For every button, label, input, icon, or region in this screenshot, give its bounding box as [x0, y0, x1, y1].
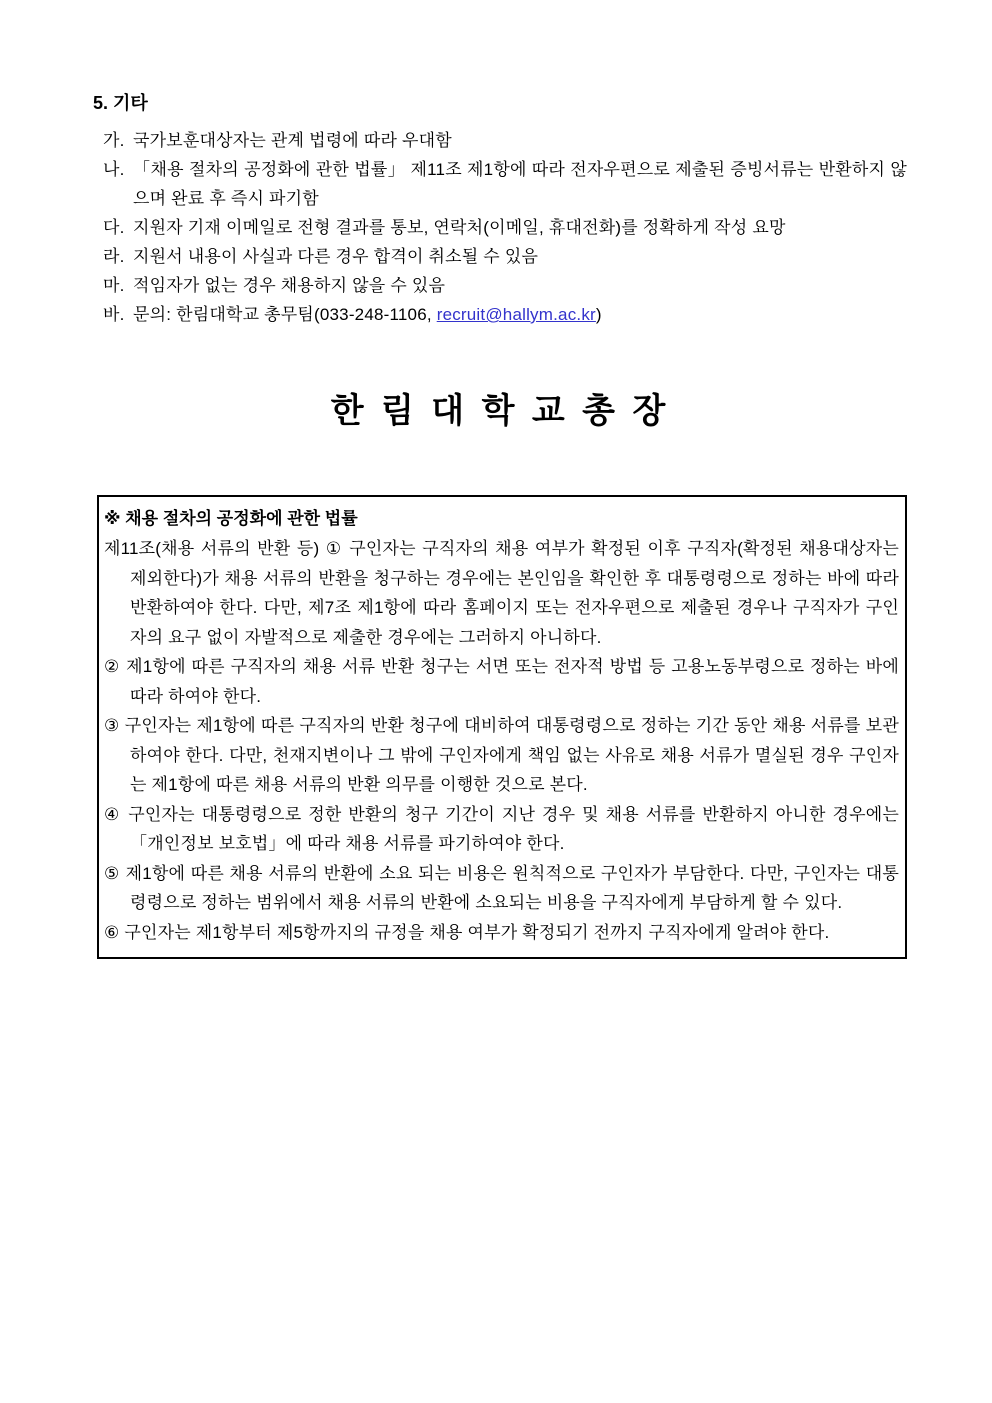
signature-title: 한 림 대 학 교 총 장: [330, 392, 670, 430]
list-item: [103, 213, 907, 242]
item-label: 라.: [103, 247, 125, 266]
law-box: [97, 495, 907, 959]
section-heading: 5. 기타: [93, 93, 148, 113]
law-paragraph: ⑥ 구인자는 제1항부터 제5항까지의 규정을 채용 여부가 확정되기 전까지 구직자에게 알려야 한다.: [104, 922, 830, 942]
item-label: 나.: [103, 160, 125, 179]
etc-item-list: [103, 126, 907, 329]
law-paragraph: ③ 구인자는 제1항에 따른 구직자의 반환 청구에 대비하여 대통령령으로 정하는 기간 동안 채용 서류를 보관하여야 한다. 다만, 천재지변이나 그 밖에 구인자에게 책임 없는 사유로 채용 서류가 멸실된 경우 구인자는 제1항에 따른 채용 서류의 반환 의무를 이행한 것으로 본다.: [104, 716, 899, 794]
contact-text-close: ): [595, 305, 602, 324]
list-item: [103, 155, 907, 213]
item-text: 「채용 절차의 공정화에 관한 법률」 제11조 제1항에 따라 전자우편으로 제출된 증빙서류는 반환하지 않으며 완료 후 즉시 파기함: [133, 160, 907, 208]
item-text: 지원자 기재 이메일로 전형 결과를 통보, 연락처(이메일, 휴대전화)를 정확하게 작성 요망: [133, 218, 786, 237]
list-item: [103, 271, 907, 300]
law-paragraph: ② 제1항에 따른 구직자의 채용 서류 반환 청구는 서면 또는 전자적 방법 등 고용노동부령으로 정하는 바에 따라 하여야 한다.: [104, 657, 899, 706]
item-label: 가.: [103, 131, 125, 150]
list-item-contact: [103, 300, 907, 329]
email-link[interactable]: recruit@hallym.ac.kr: [436, 305, 596, 324]
list-item: [103, 242, 907, 271]
law-paragraph: 제11조(채용 서류의 반환 등) ① 구인자는 구직자의 채용 여부가 확정된 이후 구직자(확정된 채용대상자는 제외한다)가 채용 서류의 반환을 청구하는 경우에는 본인임을 확인한 후 대통령령으로 정하는 바에 따라 반환하여야 한다. 다만, 제7조 제1항에 따라 홈페이지 또는 전자우편으로 제출된 경우나 구직자가 구인자의 요구 없이 자발적으로 제출한 경우에는 그러하지 아니하다.: [104, 539, 899, 647]
item-text: 적임자가 없는 경우 채용하지 않을 수 있음: [133, 276, 446, 295]
item-label: 다.: [103, 218, 125, 237]
item-label: 바.: [103, 305, 125, 324]
item-label: 마.: [103, 276, 125, 295]
list-item: [103, 126, 907, 155]
law-paragraph: ④ 구인자는 대통령령으로 정한 반환의 청구 기간이 지난 경우 및 채용 서류를 반환하지 아니한 경우에는 「개인정보 보호법」에 따라 채용 서류를 파기하여야 한다.: [104, 804, 899, 853]
contact-text: 문의: 한림대학교 총무팀(033-248-1106,: [133, 305, 437, 324]
law-box-title: ※ 채용 절차의 공정화에 관한 법률: [104, 509, 358, 528]
item-text: 지원서 내용이 사실과 다른 경우 합격이 취소될 수 있음: [133, 247, 539, 266]
item-text: 국가보훈대상자는 관계 법령에 따라 우대함: [133, 131, 452, 150]
law-paragraph: ⑤ 제1항에 따른 채용 서류의 반환에 소요 되는 비용은 원칙적으로 구인자가 부담한다. 다만, 구인자는 대통령령으로 정하는 범위에서 채용 서류의 반환에 소요되는 비용을 구직자에게 부담하게 할 수 있다.: [104, 863, 899, 912]
